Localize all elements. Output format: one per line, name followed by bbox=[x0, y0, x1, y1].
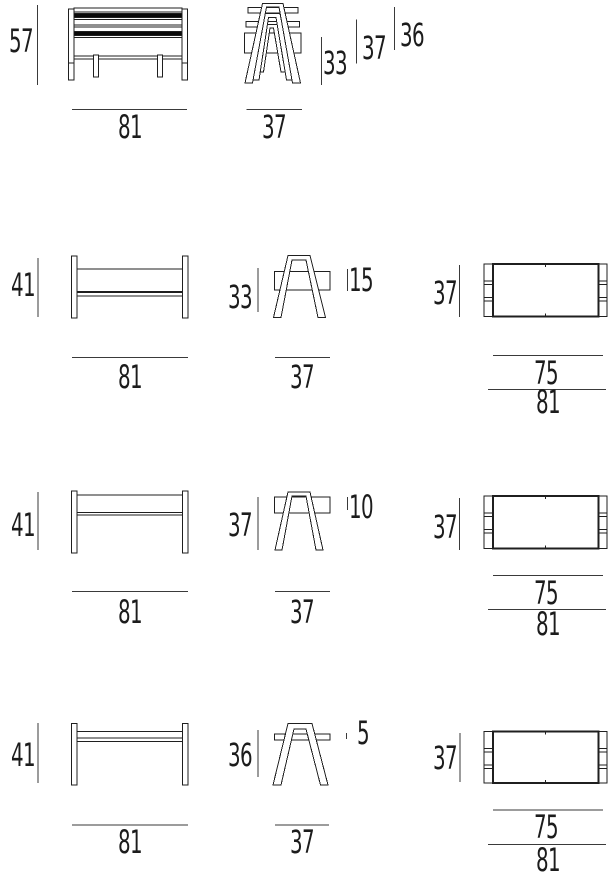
bench-h37-side-width-label: 37 bbox=[289, 593, 315, 631]
bench-h37-front-width-label: 81 bbox=[117, 593, 143, 631]
bench-h33-top-view bbox=[484, 264, 607, 317]
bench-h36-topview-inner-width-label: 75 bbox=[533, 808, 559, 846]
bench-h36-topview-outer-width-label: 81 bbox=[535, 841, 561, 875]
bench-h33-front-view bbox=[72, 256, 189, 318]
bench-h33-side-width-label: 37 bbox=[289, 358, 315, 396]
bench-h33-side-view bbox=[274, 256, 331, 318]
bench-h36-height-label: 41 bbox=[10, 736, 36, 774]
stack-front-width-label: 81 bbox=[117, 108, 143, 146]
bench-h36-front-width-label: 81 bbox=[117, 823, 143, 861]
stack-level3-height-label: 36 bbox=[399, 16, 425, 54]
bench-h37-topview-outer-width-label: 81 bbox=[535, 605, 561, 643]
bench-h33-topview-inner-width-label: 75 bbox=[533, 354, 559, 392]
stack-side-width-label: 37 bbox=[261, 108, 287, 146]
bench-h37-height-label: 41 bbox=[10, 506, 36, 544]
stack-front-view bbox=[69, 8, 188, 80]
bench-h33-topview-depth-label: 37 bbox=[432, 274, 458, 312]
stack-height-label: 57 bbox=[8, 22, 34, 60]
bench-h37-topview-inner-width-label: 75 bbox=[533, 574, 559, 612]
bench-h37-side-height-label: 37 bbox=[227, 506, 253, 544]
stack-level2-height-label: 37 bbox=[361, 29, 387, 67]
bench-h33-front-width-label: 81 bbox=[117, 358, 143, 396]
bench-h36-front-view bbox=[72, 724, 189, 786]
stack-level1-height-label: 33 bbox=[322, 44, 348, 82]
bench-h37-topview-depth-label: 37 bbox=[432, 508, 458, 546]
bench-h33-top-depth-label: 15 bbox=[348, 261, 374, 299]
bench-h36-side-width-label: 37 bbox=[289, 823, 315, 861]
bench-h33-side-height-label: 33 bbox=[227, 278, 253, 316]
bench-h36-side-height-label: 36 bbox=[227, 736, 253, 774]
bench-h37-top-view bbox=[484, 496, 607, 549]
bench-h36-top-view bbox=[484, 732, 607, 784]
bench-h37-side-view bbox=[275, 492, 331, 550]
stack-side-view bbox=[245, 4, 302, 84]
bench-h37-top-depth-label: 10 bbox=[348, 488, 374, 526]
bench-h33-topview-outer-width-label: 81 bbox=[535, 383, 561, 421]
bench-h36-top-depth-label: 5 bbox=[356, 714, 370, 752]
bench-h37-front-view bbox=[72, 491, 189, 553]
bench-h36-side-view bbox=[273, 724, 330, 786]
bench-h36-topview-depth-label: 37 bbox=[432, 739, 458, 777]
bench-h33-height-label: 41 bbox=[10, 266, 36, 304]
